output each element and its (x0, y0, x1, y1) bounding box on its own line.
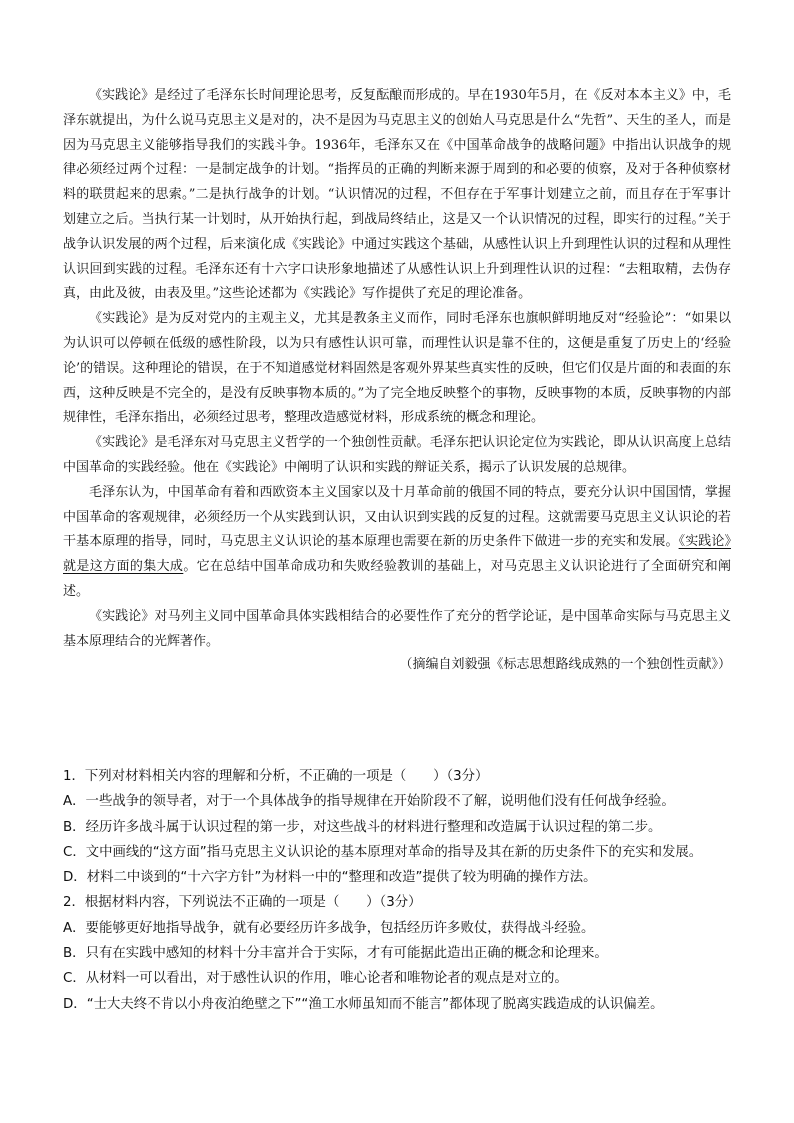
paragraph-4-text-b: 。它在总结中国革命成功和失败经验教训的基础上，对马克思主义认识论进行了全面研究和阐述。 (63, 559, 731, 599)
question-1-option-d: D．材料二中谈到的“十六字方针”为材料一中的“整理和改造”提供了较为明确的操作方法。 (63, 870, 597, 886)
question-2-option-b: B．只有在实践中感知的材料十分丰富并合于实际，才有可能据此造出正确的概念和论理来。 (63, 946, 608, 962)
passage-paragraph-3: 《实践论》是毛泽东对马克思主义哲学的一个独创性贡献。毛泽东把认识论定位为实践论，即从认识高度上总结中国革命的实践经验。他在《实践论》中阐明了认识和实践的辩证关系，揭示了认识发展的总规律。 (63, 435, 731, 475)
reading-passage (63, 84, 731, 676)
passage-source: （摘编自刘毅强《标志思想路线成熟的一个独创性贡献》） (399, 657, 731, 673)
question-1-option-c: C．文中画线的“这方面”指马克思主义认识论的基本原理对革命的指导及其在新的历史条件下的充实和发展。 (63, 844, 703, 860)
passage-paragraph-4 (63, 481, 731, 605)
paragraph-4-text-a: 毛泽东认为，中国革命有着和西欧资本主义国家以及十月革命前的俄国不同的特点，要充分认识中国国情，掌握中国革命的客观规律，必须经历一个从实践到认识，又由认识到实践的反复的过程。这就需要马克思主义认识论的若干基本原理的指导，同时，马克思主义认识论的基本原理也需要在新的历史条件下做进一步的充实和发展。 (63, 484, 731, 550)
question-1-stem: 1．下列对材料相关内容的理解和分析，不正确的一项是（ ）（3分） (63, 769, 489, 784)
question-2-option-d: D．“士大夫终不肯以小舟夜泊绝壁之下”“渔工水师虽知而不能言”都体现了脱离实践造成的认识偏差。 (63, 996, 664, 1012)
passage-paragraph-5: 《实践论》对马列主义同中国革命具体实践相结合的必要性作了充分的哲学论证，是中国革命实际与马克思主义基本原理结合的光辉著作。 (63, 608, 731, 649)
questions-section (63, 764, 731, 1017)
question-2-option-a: A．要能够更好地指导战争，就有必要经历许多战争，包括经历许多败仗，获得战斗经验。 (63, 920, 595, 936)
underlined-phrase: 《实践论》就是这方面的集大成 (63, 534, 731, 575)
question-2-stem: 2．根据材料内容，下列说法不正确的一项是（ ）（3分） (63, 895, 422, 911)
passage-paragraph-1: 《实践论》是经过了毛泽东长时间理论思考，反复酝酿而形成的。早在1930年5月，在《反对本本主义》中，毛泽东就提出，为什么说马克思主义是对的，决不是因为马克思主义的创始人马克思是什么“先哲”、天生的圣人，而是因为马克思主义能够指导我们的实践斗争。1936年，毛泽东又在《中国革命战争的战略问题》中指出认识战争的规律必须经过两个过程：一是制定战争的计划。“指挥员的正确的判断来源于周到的和必要的侦察，及对于各种侦察材料的联贯起来的思索。”二是执行战争的计划。“认识情况的过程，不但存在于军事计划建立之前，而且存在于军事计划建立之后。当执行某一计划时，从开始执行起，到战局终结止，这是又一个认识情况的过程，即实行的过程。”关于战争认识发展的两个过程，后来演化成《实践论》中通过实践这个基础，从感性认识上升到理性认识的过程和从理性认识回到实践的过程。毛泽东还有十六字口诀形象地描述了从感性认识上升到理性认识的过程：“去粗取精，去伪存真，由此及彼，由表及里。”这些论述都为《实践论》写作提供了充足的理论准备。 (63, 88, 731, 302)
passage-paragraph-2: 《实践论》是为反对党内的主观主义，尤其是教条主义而作，同时毛泽东也旗帜鲜明地反对“经验论”：“如果以为认识可以停顿在低级的感性阶段，以为只有感性认识可靠，而理性认识是靠不住的，这便是重复了历史上的‘经验论’的错误。这种理论的错误，在于不知道感觉材料固然是客观外界某些真实性的反映，但它们仅是片面的和表面的东西，这种反映是不完全的，是没有反映事物本质的。”为了完全地反映整个的事物，反映事物的本质，反映事物的内部规律性，毛泽东指出，必须经过思考，整理改造感觉材料，形成系统的概念和理论。 (63, 311, 731, 426)
question-1-option-b: B．经历许多战斗属于认识过程的第一步，对这些战斗的材料进行整理和改造属于认识过程的第二步。 (63, 819, 662, 835)
question-2-option-c: C．从材料一可以看出，对于感性认识的作用，唯心论者和唯物论者的观点是对立的。 (63, 971, 568, 987)
question-1-option-a: A．一些战争的领导者，对于一个具体战争的指导规律在开始阶段不了解，说明他们没有任何战争经验。 (63, 794, 675, 810)
